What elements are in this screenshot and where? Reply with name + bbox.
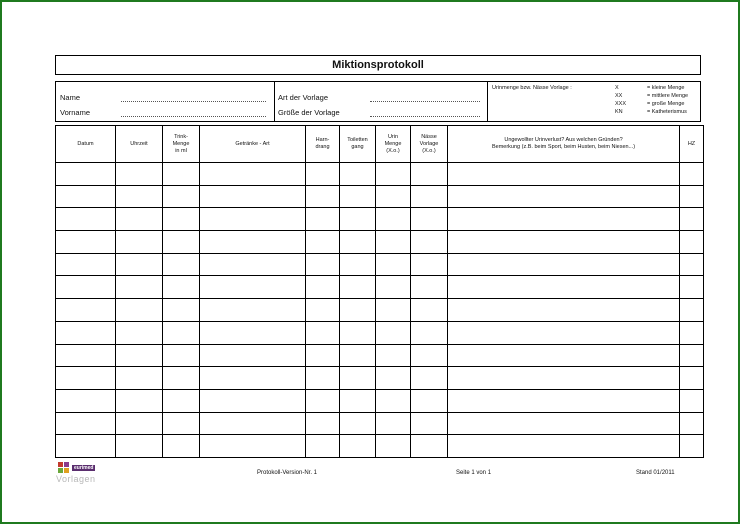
table-cell[interactable] [340, 435, 376, 458]
table-cell[interactable] [340, 276, 376, 299]
table-cell[interactable] [56, 367, 116, 390]
table-cell[interactable] [116, 389, 163, 412]
legend-section [488, 82, 699, 121]
legend-symbol: XX [615, 93, 623, 99]
table-cell[interactable] [116, 321, 163, 344]
table-cell[interactable] [680, 412, 704, 435]
table-cell[interactable] [200, 253, 306, 276]
table-row [56, 321, 704, 344]
table-cell[interactable] [306, 412, 340, 435]
table-cell[interactable] [163, 163, 200, 186]
table-cell[interactable] [306, 344, 340, 367]
table-cell[interactable] [56, 299, 116, 322]
table-row [56, 276, 704, 299]
table-cell[interactable] [163, 344, 200, 367]
table-cell[interactable] [411, 208, 448, 231]
table-cell[interactable] [306, 321, 340, 344]
table-cell[interactable] [340, 163, 376, 186]
table-cell[interactable] [680, 435, 704, 458]
table-cell[interactable] [116, 185, 163, 208]
table-cell[interactable] [306, 299, 340, 322]
legend-text: = mittlere Menge [647, 93, 689, 99]
table-cell[interactable] [116, 299, 163, 322]
table-cell[interactable] [163, 435, 200, 458]
table-cell[interactable] [376, 208, 411, 231]
table-cell[interactable] [376, 276, 411, 299]
table-cell[interactable] [200, 344, 306, 367]
art-label: Art der Vorlage [278, 93, 329, 102]
table-cell[interactable] [116, 367, 163, 390]
table-cell[interactable] [56, 412, 116, 435]
table-cell[interactable] [411, 344, 448, 367]
table-row [56, 435, 704, 458]
legend-text: = kleine Menge [647, 85, 685, 91]
pad-section [275, 82, 488, 121]
table-cell[interactable] [680, 344, 704, 367]
table-header-row [56, 126, 704, 163]
table-cell[interactable] [116, 208, 163, 231]
table-cell[interactable] [376, 321, 411, 344]
header-urinmenge: Urin Menge (X.o.) [376, 126, 411, 163]
table-cell[interactable] [411, 389, 448, 412]
document-title: Miktionsprotokoll [55, 55, 701, 75]
table-cell[interactable] [116, 412, 163, 435]
table-cell[interactable] [680, 321, 704, 344]
legend-symbol: XXX [615, 101, 627, 107]
table-cell[interactable] [448, 435, 680, 458]
groesse-field[interactable] [370, 116, 480, 117]
name-label: Name [60, 93, 81, 102]
table-cell[interactable] [680, 253, 704, 276]
table-cell[interactable] [411, 276, 448, 299]
table-cell[interactable] [56, 344, 116, 367]
table-cell[interactable] [200, 412, 306, 435]
table-cell[interactable] [200, 367, 306, 390]
table-cell[interactable] [376, 435, 411, 458]
table-cell[interactable] [411, 412, 448, 435]
table-cell[interactable] [163, 231, 200, 254]
table-cell[interactable] [376, 299, 411, 322]
table-row [56, 253, 704, 276]
table-row [56, 231, 704, 254]
table-cell[interactable] [56, 253, 116, 276]
table-cell[interactable] [680, 231, 704, 254]
table-cell[interactable] [200, 231, 306, 254]
legend-symbol: KN [615, 109, 623, 115]
table-cell[interactable] [448, 208, 680, 231]
header-hz: HZ [680, 126, 704, 163]
table-cell[interactable] [163, 367, 200, 390]
legend-title: Urinmenge bzw. Nässe Vorlage : [492, 85, 572, 91]
table-cell[interactable] [448, 185, 680, 208]
table-cell[interactable] [680, 208, 704, 231]
table-cell[interactable] [56, 208, 116, 231]
patient-info-box [55, 81, 701, 122]
table-cell[interactable] [163, 276, 200, 299]
table-cell[interactable] [448, 163, 680, 186]
table-cell[interactable] [306, 253, 340, 276]
table-cell[interactable] [411, 367, 448, 390]
table-cell[interactable] [163, 185, 200, 208]
table-cell[interactable] [306, 389, 340, 412]
protocol-version: Protokoll-Version-Nr. 1 [257, 470, 318, 476]
table-cell[interactable] [448, 389, 680, 412]
table-cell[interactable] [306, 208, 340, 231]
table-cell[interactable] [306, 231, 340, 254]
table-cell[interactable] [680, 185, 704, 208]
table-cell[interactable] [116, 231, 163, 254]
table-cell[interactable] [56, 321, 116, 344]
table-cell[interactable] [448, 276, 680, 299]
table-cell[interactable] [411, 321, 448, 344]
table-cell[interactable] [376, 231, 411, 254]
table-cell[interactable] [340, 299, 376, 322]
groesse-label: Größe der Vorlage [278, 108, 340, 117]
protocol-table [55, 125, 704, 458]
table-cell[interactable] [200, 435, 306, 458]
table-cell[interactable] [163, 389, 200, 412]
table-cell[interactable] [306, 276, 340, 299]
table-row [56, 163, 704, 186]
table-cell[interactable] [56, 231, 116, 254]
table-cell[interactable] [306, 367, 340, 390]
table-cell[interactable] [376, 367, 411, 390]
vorname-label: Vorname [60, 108, 91, 117]
table-cell[interactable] [200, 185, 306, 208]
table-cell[interactable] [411, 185, 448, 208]
table-cell[interactable] [680, 299, 704, 322]
table-cell[interactable] [376, 185, 411, 208]
table-cell[interactable] [200, 299, 306, 322]
table-cell[interactable] [376, 344, 411, 367]
vorname-field[interactable] [121, 116, 266, 117]
table-cell[interactable] [200, 208, 306, 231]
table-row [56, 208, 704, 231]
table-cell[interactable] [448, 321, 680, 344]
table-cell[interactable] [163, 299, 200, 322]
table-cell[interactable] [376, 253, 411, 276]
table-cell[interactable] [116, 344, 163, 367]
revision-date: Stand 01/2011 [636, 470, 675, 476]
table-cell[interactable] [340, 389, 376, 412]
table-cell[interactable] [116, 276, 163, 299]
table-cell[interactable] [56, 185, 116, 208]
table-row [56, 412, 704, 435]
art-field[interactable] [370, 101, 480, 102]
table-cell[interactable] [680, 389, 704, 412]
table-cell[interactable] [448, 299, 680, 322]
table-cell[interactable] [376, 389, 411, 412]
logo-mark [58, 462, 70, 474]
logo-text: eurimed [74, 465, 94, 471]
table-cell[interactable] [411, 435, 448, 458]
legend-text: = große Menge [647, 101, 685, 107]
table-cell[interactable] [56, 276, 116, 299]
table-cell[interactable] [680, 367, 704, 390]
table-row [56, 185, 704, 208]
table-row [56, 367, 704, 390]
table-cell[interactable] [411, 231, 448, 254]
table-cell[interactable] [56, 389, 116, 412]
table-cell[interactable] [340, 344, 376, 367]
header-naesse-vorlage: Nässe Vorlage (X.o.) [411, 126, 448, 163]
table-cell[interactable] [448, 344, 680, 367]
name-section [56, 82, 275, 121]
header-uhrzeit: Uhrzeit [116, 126, 163, 163]
table-cell[interactable] [56, 435, 116, 458]
table-cell[interactable] [448, 412, 680, 435]
table-cell[interactable] [200, 163, 306, 186]
table-cell[interactable] [411, 299, 448, 322]
table-cell[interactable] [376, 412, 411, 435]
table-cell[interactable] [411, 163, 448, 186]
table-cell[interactable] [116, 253, 163, 276]
header-trinkmenge: Trink- Menge in ml [163, 126, 200, 163]
table-cell[interactable] [448, 231, 680, 254]
table-cell[interactable] [163, 412, 200, 435]
header-bemerkung: Ungewollter Urinverlust? Aus welchen Gründen? Bemerkung (z.B. beim Sport, beim Husten, beim Niesen...) [448, 126, 680, 163]
table-cell[interactable] [340, 185, 376, 208]
name-field[interactable] [121, 101, 266, 102]
table-cell[interactable] [340, 231, 376, 254]
table-cell[interactable] [116, 163, 163, 186]
table-cell[interactable] [340, 367, 376, 390]
header-harndrang: Harn- drang [306, 126, 340, 163]
table-cell[interactable] [163, 208, 200, 231]
table-cell[interactable] [306, 435, 340, 458]
table-cell[interactable] [200, 321, 306, 344]
header-toilettengang: Toiletten gang [340, 126, 376, 163]
table-row [56, 344, 704, 367]
table-cell[interactable] [376, 163, 411, 186]
table-row [56, 389, 704, 412]
table-cell[interactable] [306, 185, 340, 208]
table-cell[interactable] [56, 163, 116, 186]
legend-symbol: X [615, 85, 619, 91]
table-cell[interactable] [448, 253, 680, 276]
table-body [56, 163, 704, 458]
legend-text: = Katheterismus [647, 109, 687, 115]
table-cell[interactable] [340, 208, 376, 231]
table-row [56, 299, 704, 322]
table-cell[interactable] [200, 276, 306, 299]
table-cell[interactable] [340, 321, 376, 344]
table-cell[interactable] [680, 276, 704, 299]
table-cell[interactable] [411, 253, 448, 276]
table-cell[interactable] [200, 389, 306, 412]
table-cell[interactable] [116, 435, 163, 458]
header-datum: Datum [56, 126, 116, 163]
table-cell[interactable] [448, 367, 680, 390]
watermark: Vorlagen [56, 474, 96, 484]
table-cell[interactable] [163, 321, 200, 344]
page-number: Seite 1 von 1 [456, 470, 492, 476]
table-cell[interactable] [306, 163, 340, 186]
table-cell[interactable] [163, 253, 200, 276]
table-cell[interactable] [340, 412, 376, 435]
table-cell[interactable] [340, 253, 376, 276]
table-cell[interactable] [680, 163, 704, 186]
header-getraenke-art: Getränke - Art [200, 126, 306, 163]
